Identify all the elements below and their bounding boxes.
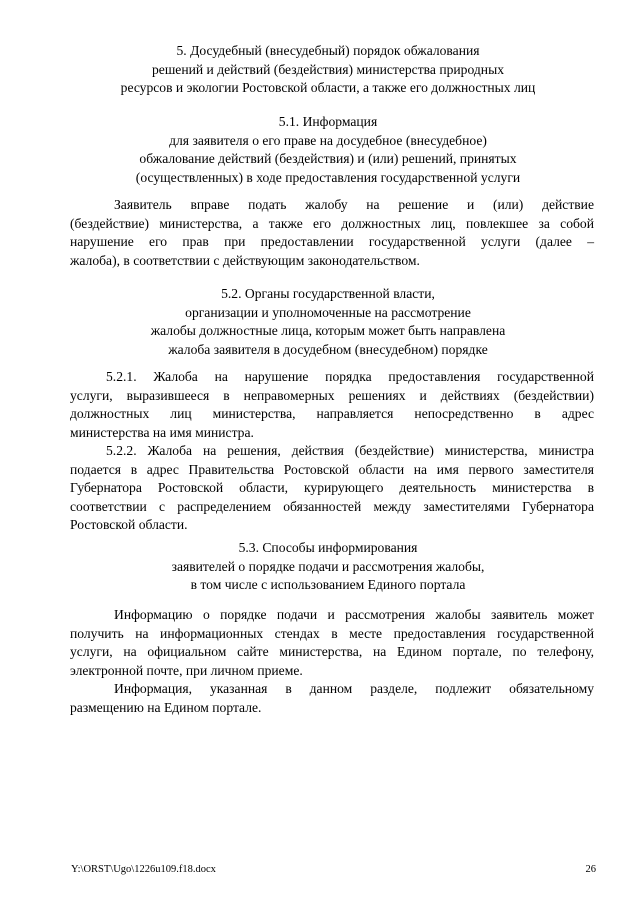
heading-line: решений и действий (бездействия) министерства природных [152, 61, 504, 77]
heading-line: ресурсов и экологии Ростовской области, а также его должностных лиц [120, 80, 536, 95]
paragraph-line: Губернатора Ростовской области, курирующего деятельность министерства в [70, 480, 594, 495]
heading-line: 5.1. Информация [278, 114, 378, 129]
heading-line: обжалование действий (бездействия) и (или) решений, принятых [139, 151, 517, 166]
heading-line: 5.2. Органы государственной власти, [221, 286, 435, 301]
heading-line: 5.3. Способы информирования [238, 540, 418, 555]
section-5-heading [60, 42, 596, 98]
section-5-3-heading [60, 539, 596, 595]
section-5-2-1-paragraph [70, 368, 594, 442]
paragraph-line: должностных лиц министерства, направляется непосредственно в адрес [70, 406, 594, 421]
paragraph-line: 5.2.1. Жалоба на нарушение порядка предоставления государственной [106, 369, 594, 384]
paragraph-line: подается в адрес Правительства Ростовской области на имя первого заместителя [70, 461, 594, 477]
section-5-3-paragraph-1 [70, 606, 594, 680]
heading-line: жалобы должностные лица, которым может быть направлена [150, 323, 506, 338]
paragraph-line: Информацию о порядке подачи и рассмотрения жалобы заявитель может [114, 607, 594, 622]
section-5-2-2-paragraph [70, 442, 594, 535]
paragraph-line: министерства на имя министра. [70, 424, 254, 440]
heading-line: для заявителя о его праве на досудебное (внесудебное) [169, 132, 487, 148]
paragraph-line: услуги, выразившееся в неправомерных решениях и действиях (бездействии) [70, 387, 594, 403]
section-5-3-paragraph-2 [70, 680, 594, 717]
heading-line: заявителей о порядке подачи и рассмотрения жалобы, [171, 558, 485, 574]
paragraph-line: соответствии с распределением обязанностей между заместителями Губернатора [70, 498, 594, 514]
section-5-1-heading [60, 113, 596, 187]
paragraph-line: Информация, указанная в данном разделе, подлежит обязательному [114, 681, 594, 696]
paragraph-line: Заявитель вправе подать жалобу на решение и (или) действие [114, 197, 594, 212]
heading-line: в том числе с использованием Единого портала [190, 577, 466, 592]
paragraph-line: Ростовской области. [70, 517, 188, 532]
paragraph-line: получить на информационных стендах в месте предоставления государственной [70, 625, 594, 641]
paragraph-line: жалоба), в соответствии с действующим законодательством. [70, 252, 420, 268]
heading-line: жалоба заявителя в досудебном (внесудебном) порядке [168, 341, 488, 357]
section-5-1-paragraph [70, 196, 594, 270]
paragraph-line: размещению на Едином портале. [70, 699, 262, 715]
paragraph-line: нарушение его прав при предоставлении государственной услуги (далее – [70, 234, 594, 249]
section-5-2-heading [60, 285, 596, 359]
page-number: 26 [585, 864, 596, 875]
paragraph-line: (бездействие) министерства, а также его должностных лиц, повлекшее за собой [70, 215, 594, 231]
paragraph-line: электронной почте, при личном приеме. [70, 662, 303, 678]
footer-file-path: Y:\ORST\Ugo\1226u109.f18.docx [71, 864, 216, 875]
paragraph-line: услуги, на официальном сайте министерства, на Едином портале, по телефону, [70, 644, 594, 659]
paragraph-line: 5.2.2. Жалоба на решения, действия (бездействие) министерства, министра [106, 443, 594, 458]
heading-line: организации и уполномоченные на рассмотрение [185, 304, 471, 320]
heading-line: 5. Досудебный (внесудебный) порядок обжалования [176, 43, 480, 58]
heading-line: (осуществленных) в ходе предоставления государственной услуги [135, 169, 521, 185]
